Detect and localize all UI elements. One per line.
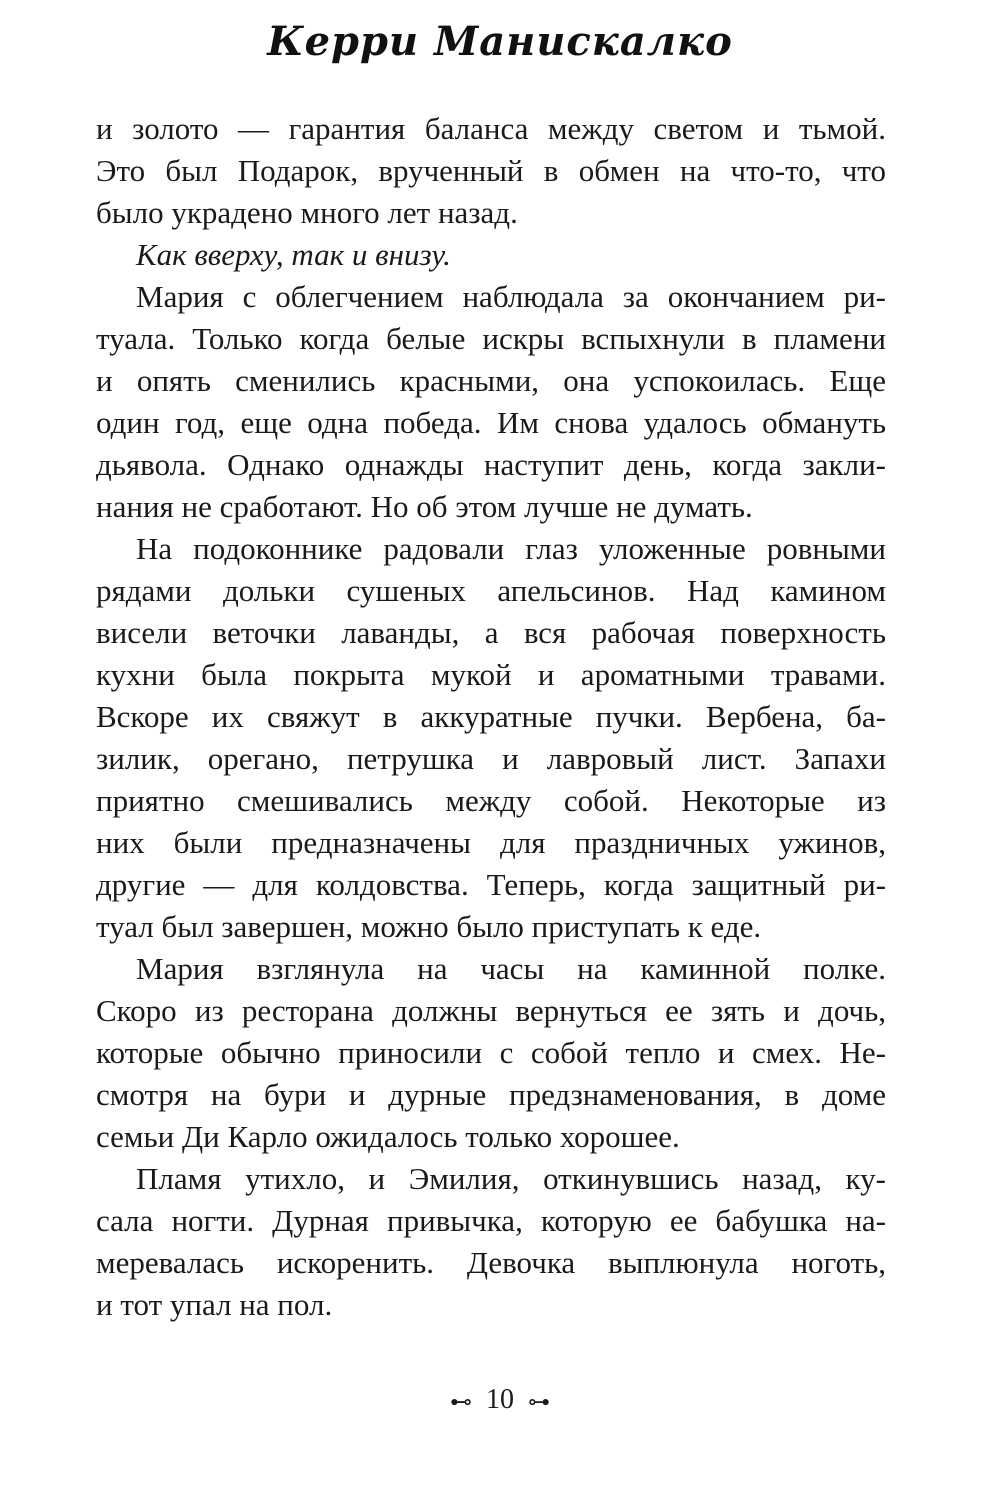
paragraph xyxy=(96,276,886,528)
text-line: Скоро из ресторана должны вернуться ее зять и дочь, xyxy=(96,993,886,1028)
text-line: Пламя утихло, и Эмилия, откинувшись назад, ку- xyxy=(136,1161,886,1196)
text-line: них были предназначены для праздничных ужинов, xyxy=(96,825,886,860)
text-line: На подоконнике радовали глаз уложенные ровными xyxy=(136,531,886,566)
text-line: нания не сработают. Но об этом лучше не думать. xyxy=(96,489,753,524)
text-line: Как вверху, так и внизу. xyxy=(136,237,451,272)
page-number: 10 xyxy=(486,1384,514,1415)
paragraph xyxy=(96,948,886,1158)
text-line: и тот упал на пол. xyxy=(96,1287,333,1322)
text-line: приятно смешивались между собой. Некоторые из xyxy=(96,783,886,818)
text-line: было украдено много лет назад. xyxy=(96,195,518,230)
text-line: семьи Ди Карло ожидалось только хорошее. xyxy=(96,1119,680,1154)
paragraph xyxy=(96,528,886,948)
page-footer xyxy=(0,1384,1000,1416)
text-line: Вскоре их свяжут в аккуратные пучки. Вербена, ба- xyxy=(96,699,886,734)
text-line: туала. Только когда белые искры вспыхнули в пламени xyxy=(96,321,886,356)
text-line: туал был завершен, можно было приступать к еде. xyxy=(96,909,762,944)
text-line: дьявола. Однако однажды наступит день, когда закли- xyxy=(96,447,886,482)
text-line: рядами дольки сушеных апельсинов. Над камином xyxy=(96,573,886,608)
left-ornament-icon: ⊷ xyxy=(450,1388,472,1414)
text-line: смотря на бури и дурные предзнаменования, в доме xyxy=(96,1077,886,1112)
text-line: кухни была покрыта мукой и ароматными травами. xyxy=(96,657,886,692)
paragraph xyxy=(96,1158,886,1326)
text-line: висели веточки лаванды, а вся рабочая поверхность xyxy=(96,615,886,650)
paragraph xyxy=(96,108,886,234)
text-line: меревалась искоренить. Девочка выплюнула ноготь, xyxy=(96,1245,886,1280)
right-ornament-icon: ⊶ xyxy=(528,1388,550,1414)
text-line: один год, еще одна победа. Им снова удалось обмануть xyxy=(96,405,886,440)
text-line: Мария взглянула на часы на каминной полке. xyxy=(136,951,886,986)
text-line: которые обычно приносили с собой тепло и смех. Не- xyxy=(96,1035,886,1070)
body-text xyxy=(96,108,886,1326)
text-line: и опять сменились красными, она успокоилась. Еще xyxy=(96,363,886,398)
text-line: Это был Подарок, врученный в обмен на что-то, что xyxy=(96,153,886,188)
text-line: другие — для колдовства. Теперь, когда защитный ри- xyxy=(96,867,886,902)
text-line: и золото — гарантия баланса между светом и тьмой. xyxy=(96,111,886,146)
paragraph xyxy=(96,234,886,276)
text-line: сала ногти. Дурная привычка, которую ее бабушка на- xyxy=(96,1203,886,1238)
running-header-author: Керри Манискалко xyxy=(267,18,733,65)
text-line: Мария с облегчением наблюдала за окончанием ри- xyxy=(136,279,886,314)
text-line: зилик, орегано, петрушка и лавровый лист. Запахи xyxy=(96,741,886,776)
